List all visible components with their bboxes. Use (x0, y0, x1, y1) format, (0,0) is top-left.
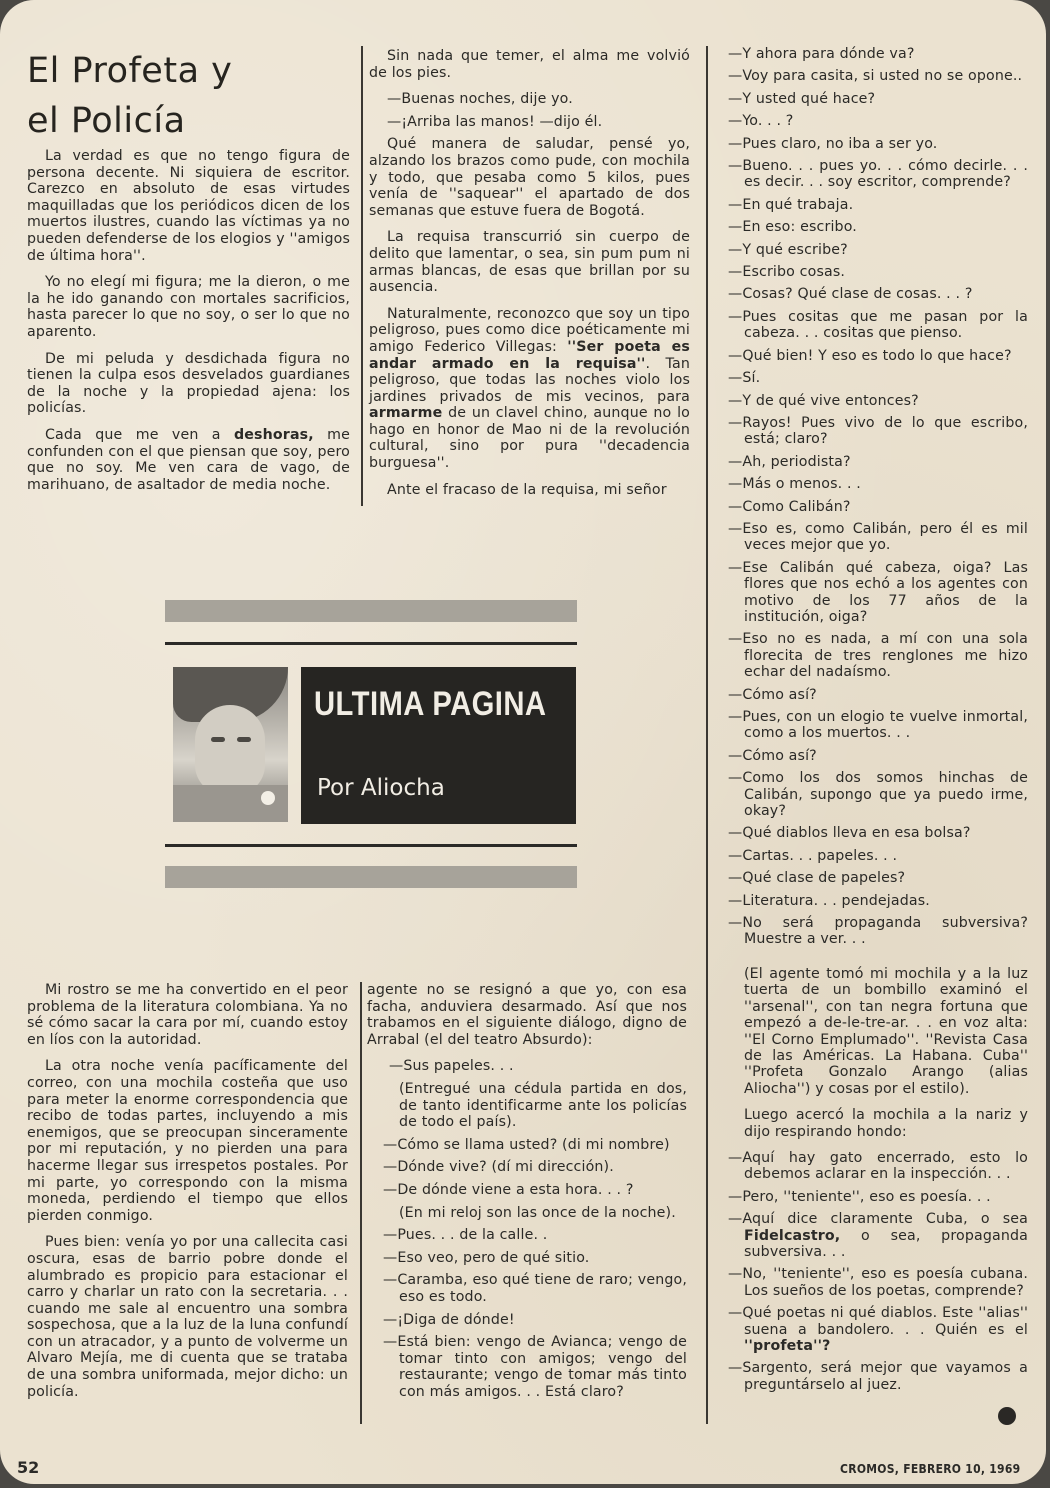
end-mark-dot (998, 1407, 1016, 1425)
paragraph: Ante el fracaso de la requisa, mi señor (387, 481, 667, 498)
publication-info: CROMOS, FEBRERO 10, 1969 (839, 1462, 1020, 1476)
paragraph: Mi rostro se me ha convertido en el peor problema de la literatura colombiana. Ya no sé cómo sacar la cara por mí, cuando estoy en líos con la autoridad. (27, 982, 348, 1048)
dialogue-line: —Caramba, eso qué tiene de raro; vengo, eso es todo. (383, 1272, 687, 1305)
dialogue-line: —Está bien: vengo de Avianca; vengo de tomar tinto con amigos; vengo del restaurante; vengo de tomar más tinto con más amigos. . . Está claro? (383, 1334, 687, 1400)
dialogue-line: —Pues. . . de la calle. . (383, 1227, 548, 1244)
page-number: 52 (17, 1458, 40, 1477)
dialogue-line: —Aquí dice claramente Cuba, o sea Fidelcastro, o sea, propaganda subversiva. . . (728, 1211, 1028, 1260)
dialogue-line: —Literatura. . . pendejadas. (728, 892, 930, 909)
banner-top-band (165, 600, 577, 622)
paragraph: agente no se resignó a que yo, con esa facha, anduviera desarmado. Así que nos trabamos en el siguiente diálogo, digno de Arrabal (el del teatro Absurdo): (367, 982, 687, 1048)
paragraph: La verdad es que no tengo figura de persona decente. Ni siquiera de escritor. Carezco en absoluto de esas virtudes maquilladas que los periódicos dicen de los muertos ilustres, cuando las víctimas ya no pueden defenderse de los elogios y ''amigos de última hora''. (27, 148, 350, 264)
dialogue-line: —Pues cositas que me pasan por la cabeza. . . cositas que pienso. (728, 308, 1028, 342)
dialogue-line: —Qué diablos lleva en esa bolsa? (728, 825, 971, 842)
dialogue-line: —Sí. (728, 370, 761, 387)
column-divider (361, 46, 363, 506)
dialogue-line: —Qué bien! Y eso es todo lo que hace? (728, 347, 1012, 364)
dialogue-line: —Cosas? Qué clase de cosas. . . ? (728, 286, 973, 303)
dialogue-line: —Cómo se llama usted? (di mi nombre) (383, 1136, 670, 1153)
dialogue-line: —Y de qué vive entonces? (728, 392, 919, 409)
dialogue-line: —Escribo cosas. (728, 264, 846, 281)
column-3 (728, 46, 1028, 1399)
dialogue-line: —De dónde viene a esta hora. . . ? (383, 1181, 634, 1198)
column-2-bottom (367, 982, 687, 1406)
paragraph: Naturalmente, reconozco que soy un tipo peligroso, pues como dice poéticamente mi amigo Federico Villegas: ''Ser poeta es andar armado en la requisa''. Tan peligroso, que todas las noches violo los jardines privados de mis vecinos, para armarme de un clavel chino, aunque no lo hago en honor de Mao ni de la revolución cultural, sino por pura ''decadencia burguesa''. (369, 305, 690, 472)
parenthetical: (En mi reloj son las once de la noche). (399, 1204, 676, 1221)
dialogue-line: —Qué poetas ni qué diablos. Este ''alias'' suena a bandolero. . . Quién es el ''profeta''? (728, 1305, 1028, 1354)
dialogue-line: —Cómo así? (728, 686, 817, 703)
dialogue-line: —Buenas noches, dije yo. (387, 91, 573, 108)
dialogue-line: —Ese Calibán qué cabeza, oiga? Las flores que nos echó a los agentes con motivo de los 77 años de la institución, oiga? (728, 559, 1028, 625)
dialogue-line: —Más o menos. . . (728, 476, 861, 493)
dialogue-line: —Bueno. . . pues yo. . . cómo decirle. . . es decir. . . soy escritor, comprende? (728, 158, 1028, 191)
banner-top-rule (165, 642, 577, 645)
dialogue-line: —Y usted qué hace? (728, 90, 876, 107)
paragraph: De mi peluda y desdichada figura no tienen la culpa esos desvelados guardianes de la noche y la propiedad ajena: los policías. (27, 350, 350, 417)
paragraph: Sin nada que temer, el alma me volvió de los pies. (369, 48, 690, 81)
dialogue-line: —Pues, con un elogio te vuelve inmortal, como a los muertos. . . (728, 709, 1028, 742)
dialogue-line: —Pues claro, no iba a ser yo. (728, 135, 938, 152)
dialogue-line: —Pero, ''teniente'', eso es poesía. . . (728, 1188, 991, 1205)
banner-bottom-rule (165, 844, 577, 847)
dialogue-line: —Eso veo, pero de qué sitio. (383, 1249, 590, 1266)
paragraph: Luego acercó la mochila a la nariz y dijo respirando hondo: (744, 1107, 1028, 1140)
column-divider (706, 46, 708, 1424)
dialogue-line: —Yo. . . ? (728, 113, 794, 130)
dialogue-line: —En qué trabaja. (728, 196, 854, 213)
title-line-1: El Profeta y (27, 51, 233, 91)
dialogue-line: —Sargento, será mejor que vayamos a preguntárselo al juez. (728, 1360, 1028, 1393)
column-header-box (301, 667, 576, 824)
paragraph: Pues bien: venía yo por una callecita casi oscura, esas de barrio pobre donde el alumbrado es propicio para estacionar el carro y charlar un rato con la secretaria. . . cuando me sale al encuentro una sombra sospechosa, que a la luz de la luna confundí con un atracador, y a punto de volverme un Alvaro Mejía, me di cuenta que se trataba de una sombra uniformada, mejor dicho: un policía. (27, 1234, 348, 1400)
dialogue-line: —No, ''teniente'', eso es poesía cubana. Los sueños de los poetas, comprende? (728, 1266, 1028, 1299)
dialogue-line: —No será propaganda subversiva? Muestre a ver. . . (728, 915, 1028, 948)
paragraph: Yo no elegí mi figura; me la dieron, o me la he ido ganando con mortales sacrificios, hasta parecer lo que no soy, o ser lo que no aparento. (27, 274, 350, 340)
paragraph: La otra noche venía pacíficamente del correo, con una mochila costeña que uso para meter la enorme correspondencia que recibo de todas partes, incluyendo a mis enemigos, que se preocupan sinceramente por mi reputación, y no pierden una para hacerme llegar sus irrespetos postales. Por mi parte, yo correspondo con la misma moneda, perdiendo el tiempo que ellos pierden conmigo. (27, 1058, 348, 1224)
dialogue-line: —Eso no es nada, a mí con una sola florecita de tres renglones me hizo echar del nadaísmo. (728, 631, 1028, 681)
parenthetical: (Entregué una cédula partida en dos, de tanto identificarme ante los policías de todo el país). (399, 1080, 687, 1131)
dialogue-line: —Ah, periodista? (728, 453, 851, 470)
column-2-top (369, 48, 690, 508)
dialogue-line: —Dónde vive? (dí mi dirección). (383, 1159, 614, 1176)
dialogue-line: —Y qué escribe? (728, 241, 848, 258)
paragraph: Qué manera de saludar, pensé yo, alzando los brazos como pude, con mochila y todo, que pesaba como 5 kilos, pues venía de ''saquear'' el apartado de dos semanas que estuve fuera de Bogotá. (369, 136, 690, 219)
column-1-bottom (27, 982, 348, 1410)
column-1-top (27, 148, 350, 503)
author-photo (173, 667, 288, 822)
banner-bottom-band (165, 866, 577, 888)
paragraph: Cada que me ven a deshoras, me confunden con el que piensan que soy, pero que no soy. Me ven cara de vago, de marihuano, de asaltador de media noche. (27, 426, 350, 493)
dialogue-line: —Y ahora para dónde va? (728, 46, 915, 62)
dialogue-line: —Como los dos somos hinchas de Calibán, supongo que ya puedo irme, okay? (728, 770, 1028, 820)
parenthetical: (El agente tomó mi mochila y a la luz tuerta de un bombillo examinó el ''arsenal'', con tan negra fortuna que empezó a de-le-tre-ar. . . en voz alta: ''El Corno Emplumado''. ''Revista Casa de las Américas. La Habana. Cuba'' ''Profeta Gonzalo Arango (alias Aliocha'') y cosas por el estilo). (744, 965, 1028, 1097)
column-divider (360, 982, 362, 1424)
paragraph: La requisa transcurrió sin cuerpo de delito que lamentar, o sea, sin pum pum ni armas blancas, de esas que brillan por su ausencia. (369, 229, 690, 296)
dialogue-line: —Qué clase de papeles? (728, 870, 906, 887)
title-line-2: el Policía (27, 101, 186, 141)
dialogue-line: —Rayos! Pues vivo de lo que escribo, está; claro? (728, 414, 1028, 448)
dialogue-line: —Aquí hay gato encerrado, esto lo debemos aclarar en la inspección. . . (728, 1149, 1028, 1183)
dialogue-line: —Voy para casita, si usted no se opone.. (728, 68, 1023, 85)
dialogue-line: —¡Diga de dónde! (383, 1311, 515, 1328)
dialogue-line: —Sus papeles. . . (389, 1058, 514, 1075)
column-heading: ULTIMA PAGINA (314, 685, 547, 723)
dialogue-line: —¡Arriba las manos! —dijo él. (387, 113, 603, 130)
dialogue-line: —Eso es, como Calibán, pero él es mil veces mejor que yo. (728, 520, 1028, 554)
dialogue-line: —Como Calibán? (728, 498, 851, 515)
byline: Por Aliocha (317, 775, 445, 801)
dialogue-line: —En eso: escribo. (728, 219, 857, 236)
dialogue-line: —Cómo así? (728, 747, 817, 764)
dialogue-line: —Cartas. . . papeles. . . (728, 847, 898, 864)
article-title (27, 46, 232, 146)
flower-icon (261, 791, 275, 805)
